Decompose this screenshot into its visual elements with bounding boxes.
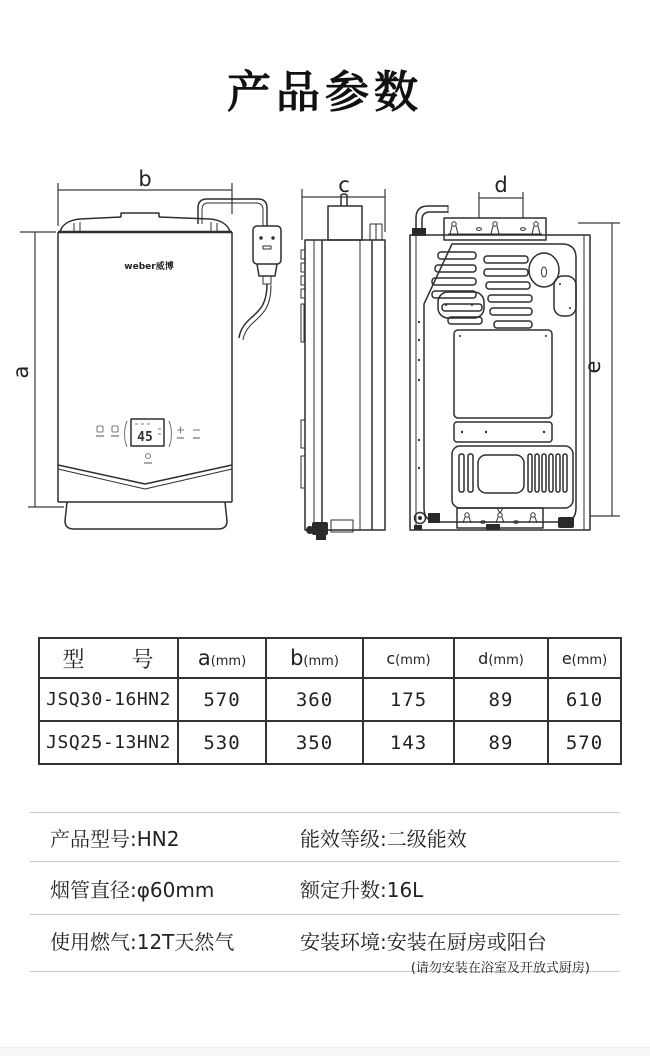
install-env-text: 安装环境:安装在厨房或阳台 bbox=[300, 930, 547, 954]
detail-row bbox=[30, 861, 620, 914]
value-e: 570 bbox=[548, 721, 621, 764]
side-screw-dots bbox=[418, 321, 420, 469]
detail-row bbox=[30, 914, 620, 976]
col-header-c: c(mm) bbox=[363, 638, 454, 678]
detail-energy: 能效等级:二级能效 bbox=[300, 826, 467, 851]
value-a: 530 bbox=[178, 721, 266, 764]
heater-front-body bbox=[58, 232, 232, 529]
dim-label-d: d bbox=[494, 173, 508, 197]
inlet-pipe bbox=[412, 205, 448, 236]
detail-install-env bbox=[300, 915, 590, 976]
front-view-diagram bbox=[9, 167, 283, 545]
model-cell: JSQ30-16HN2 bbox=[39, 678, 178, 721]
detail-row bbox=[30, 812, 620, 861]
dim-label-a: a bbox=[9, 365, 33, 379]
control-panel bbox=[96, 419, 200, 464]
value-b: 360 bbox=[266, 678, 363, 721]
lower-vent-panel bbox=[452, 446, 573, 508]
heater-top-cap bbox=[60, 213, 230, 232]
temperature-display bbox=[131, 419, 164, 446]
value-d: 89 bbox=[454, 721, 548, 764]
page-title: 产品参数 bbox=[227, 67, 423, 118]
dim-label-b: b bbox=[138, 167, 152, 191]
value-a: 570 bbox=[178, 678, 266, 721]
detail-model: 产品型号:HN2 bbox=[50, 826, 180, 851]
detail-rated-liters: 额定升数:16L bbox=[300, 877, 424, 902]
col-header-model: 型 号 bbox=[39, 638, 178, 678]
detail-gas-type: 使用燃气:12T天然气 bbox=[50, 930, 235, 954]
dimension-a bbox=[9, 232, 64, 507]
value-c: 175 bbox=[363, 678, 454, 721]
spec-table-row bbox=[39, 721, 621, 764]
install-env-note: (请勿安装在浴室及开放式厨房) bbox=[410, 961, 590, 976]
vent-louvers bbox=[432, 252, 532, 328]
value-d: 89 bbox=[454, 678, 548, 721]
dimension-d bbox=[479, 173, 523, 218]
top-mounting-bracket bbox=[444, 218, 546, 240]
display-value: 45 bbox=[137, 430, 153, 445]
dim-label-c: c bbox=[338, 173, 350, 197]
detail-flue-diameter: 烟管直径:φ60mm bbox=[50, 877, 215, 902]
back-view-diagram bbox=[402, 172, 650, 545]
value-b: 350 bbox=[266, 721, 363, 764]
spec-table bbox=[38, 637, 622, 765]
side-view-diagram bbox=[290, 172, 400, 545]
power-icon bbox=[146, 454, 151, 459]
bottom-mounting-bracket bbox=[457, 508, 574, 530]
page-bottom-strip bbox=[0, 1047, 650, 1056]
heater-back-body bbox=[410, 235, 590, 530]
plus-icon bbox=[177, 427, 184, 434]
dimension-b bbox=[58, 167, 232, 226]
spec-table-header-row bbox=[39, 638, 621, 678]
dim-label-e: e bbox=[581, 360, 605, 374]
col-header-e: e(mm) bbox=[548, 638, 621, 678]
heater-side-body bbox=[301, 194, 385, 540]
detail-specs bbox=[30, 812, 620, 976]
brand-logo: weber威博 bbox=[124, 262, 174, 272]
value-e: 610 bbox=[548, 678, 621, 721]
col-header-d: d(mm) bbox=[454, 638, 548, 678]
col-header-a: a(mm) bbox=[178, 638, 266, 678]
power-cord-and-plug bbox=[198, 199, 281, 340]
spec-table-row bbox=[39, 678, 621, 721]
model-cell: JSQ25-13HN2 bbox=[39, 721, 178, 764]
col-header-b: b(mm) bbox=[266, 638, 363, 678]
value-c: 143 bbox=[363, 721, 454, 764]
water-connector bbox=[414, 513, 440, 531]
